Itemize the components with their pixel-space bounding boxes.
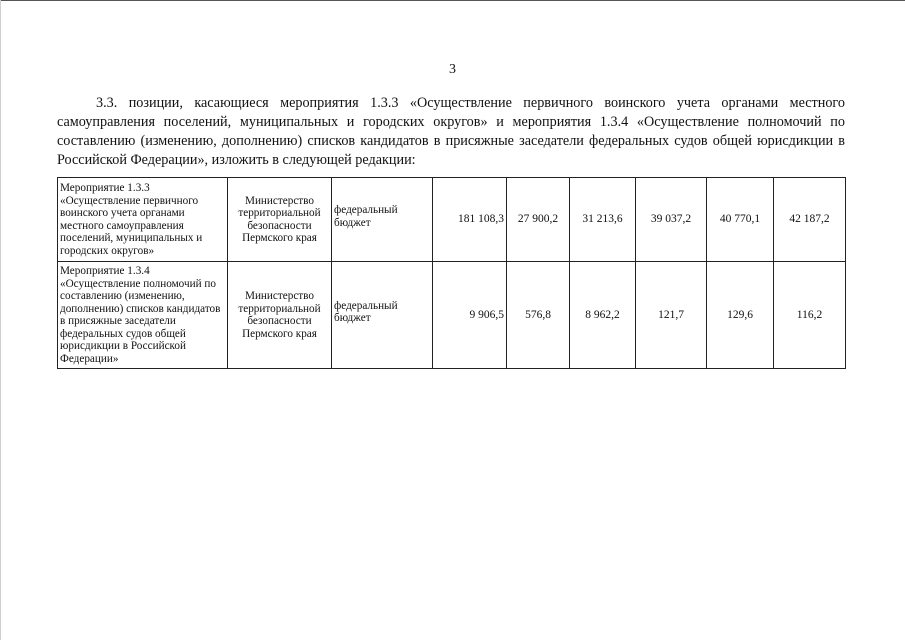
body-paragraph: 3.3. позиции, касающиеся мероприятия 1.3.3 «Осуществление первичного воинского учета органами местного самоуправления поселений, муниципальных и городских округов» и мероприятия 1.3.4 «Осуществление полномочий по составлению (изменению, дополнению) списков кандидатов в присяжные заседатели федеральных судов общей юрисдикции в Российской Федерации», изложить в следующей редакции: <box>57 95 845 168</box>
funding-source-text: федеральный бюджет <box>334 204 398 229</box>
value-cell: 129,6 <box>707 262 774 369</box>
value-cell: 576,8 <box>507 262 570 369</box>
value-cell: 31 213,6 <box>570 178 636 262</box>
value-cell: 8 962,2 <box>570 262 636 369</box>
value-cell: 116,2 <box>774 262 846 369</box>
funding-source-cell <box>332 178 433 262</box>
value-cell: 42 187,2 <box>774 178 846 262</box>
organization-cell: Министерство территориальной безопасности Пермского края <box>228 262 332 369</box>
funding-source-text: федеральный бюджет <box>334 299 398 324</box>
value-cell: 39 037,2 <box>636 178 707 262</box>
funding-source-cell <box>332 262 433 369</box>
value-cell: 40 770,1 <box>707 178 774 262</box>
scan-edge-top <box>0 0 905 1</box>
measure-name-cell: Мероприятие 1.3.3 «Осуществление первичного воинского учета органами местного самоуправления поселений, муниципальных и городских округов» <box>58 178 228 262</box>
page-number: 3 <box>449 62 456 77</box>
value-cell: 121,7 <box>636 262 707 369</box>
measures-table <box>57 177 846 369</box>
table-row <box>58 178 846 262</box>
organization-cell: Министерство территориальной безопасности Пермского края <box>228 178 332 262</box>
value-cell: 181 108,3 <box>433 178 507 262</box>
scan-edge-left <box>0 0 1 640</box>
value-cell: 27 900,2 <box>507 178 570 262</box>
measure-name-cell: Мероприятие 1.3.4 «Осуществление полномочий по составлению (изменению, дополнению) списков кандидатов в присяжные заседатели федеральных судов общей юрисдикции в Российской Федерации» <box>58 262 228 369</box>
table-row <box>58 262 846 369</box>
value-cell: 9 906,5 <box>433 262 507 369</box>
